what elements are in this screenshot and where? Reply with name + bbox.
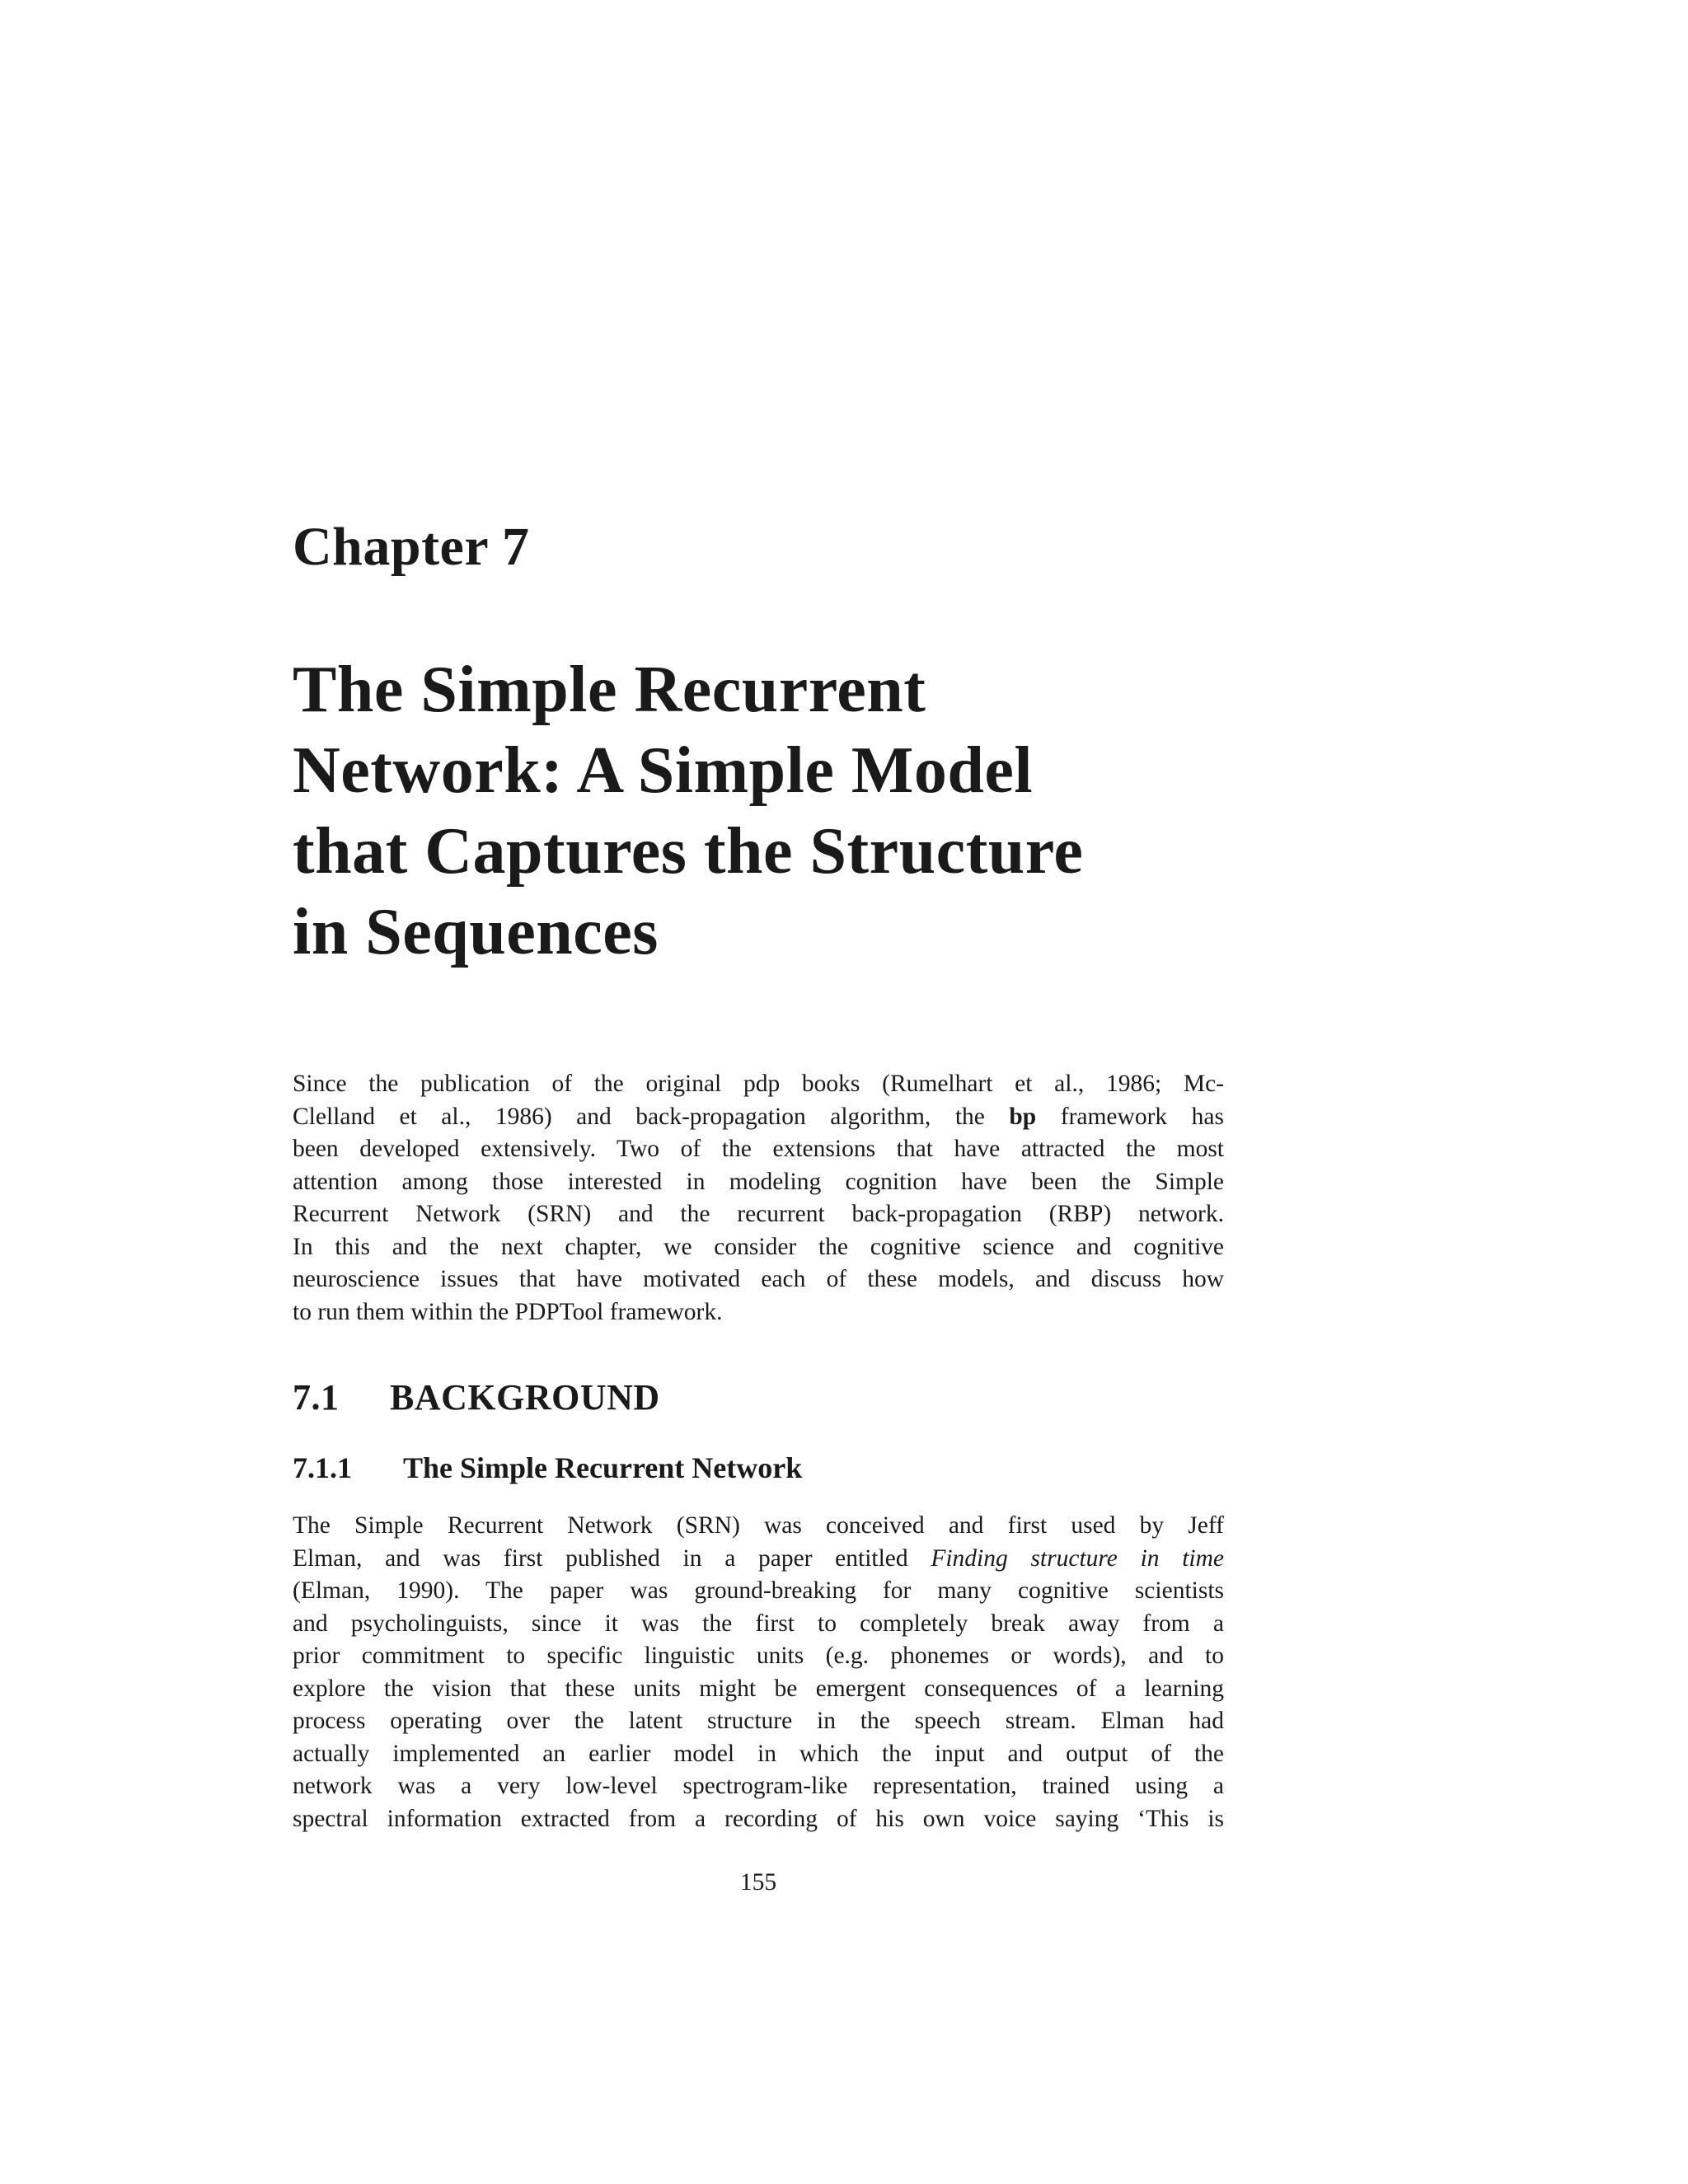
- subsection-number: 7.1.1: [293, 1451, 352, 1484]
- paragraph-line: Since the publication of the original pdp books (Rumelhart et al., 1986; Mc-: [293, 1071, 1224, 1097]
- paragraph-line: The Simple Recurrent Network (SRN) was conceived and first used by Jeff: [293, 1512, 1224, 1539]
- paragraph-line: attention among those interested in modeling cognition have been the Simple: [293, 1168, 1224, 1195]
- page-number: 155: [739, 1869, 777, 1896]
- subsection-heading: [293, 1451, 1224, 1486]
- paragraph-line: to run them within the PDPTool framework.: [293, 1298, 723, 1325]
- intro-paragraph: [293, 1068, 1224, 1329]
- paragraph-line: In this and the next chapter, we consider the cognitive science and cognitive: [293, 1233, 1224, 1260]
- paragraph-line: explore the vision that these units might be emergent consequences of a learning: [293, 1675, 1224, 1702]
- paragraph-line: (Elman, 1990). The paper was ground-breaking for many cognitive scientists: [293, 1577, 1224, 1604]
- section-title: BACKGROUND: [390, 1377, 660, 1418]
- paragraph-line: prior commitment to specific linguistic units (e.g. phonemes or words), and to: [293, 1643, 1224, 1669]
- paragraph-line: actually implemented an earlier model in which the input and output of the: [293, 1740, 1224, 1767]
- chapter-title-line: The Simple Recurrent: [293, 654, 926, 726]
- text-run: Elman, and was first published in a paper entitled: [293, 1544, 931, 1572]
- paragraph-line: network was a very low-level spectrogram-like representation, trained using a: [293, 1773, 1224, 1799]
- paragraph-line: Recurrent Network (SRN) and the recurrent back-propagation (RBP) network.: [293, 1201, 1224, 1227]
- chapter-title: [293, 649, 1224, 972]
- paragraph-line: and psycholinguists, since it was the first to completely break away from a: [293, 1610, 1224, 1637]
- paragraph-line: neuroscience issues that have motivated each of these models, and discuss how: [293, 1266, 1224, 1292]
- chapter-title-line: Network: A Simple Model: [293, 734, 1034, 807]
- section-heading: [293, 1376, 1224, 1420]
- paragraph-line: process operating over the latent structure in the speech stream. Elman had: [293, 1708, 1224, 1734]
- bp-term: bp: [1009, 1103, 1037, 1130]
- chapter-title-line: in Sequences: [293, 896, 659, 968]
- chapter-title-line: that Captures the Structure: [293, 815, 1084, 888]
- body-paragraph: [293, 1510, 1224, 1835]
- paper-title: Finding structure in time: [931, 1544, 1224, 1572]
- text-run: Clelland et al., 1986) and back-propagation algorithm, the: [293, 1103, 1010, 1130]
- paragraph-line: [293, 1543, 1224, 1576]
- subsection-title: The Simple Recurrent Network: [403, 1451, 803, 1484]
- text-run: framework has: [1036, 1103, 1224, 1130]
- chapter-label: Chapter 7: [293, 517, 530, 577]
- section-number: 7.1: [293, 1377, 340, 1418]
- paragraph-line: spectral information extracted from a recording of his own voice saying ‘This is: [293, 1805, 1224, 1832]
- paragraph-line: [293, 1101, 1224, 1134]
- paragraph-line: been developed extensively. Two of the extensions that have attracted the most: [293, 1136, 1224, 1162]
